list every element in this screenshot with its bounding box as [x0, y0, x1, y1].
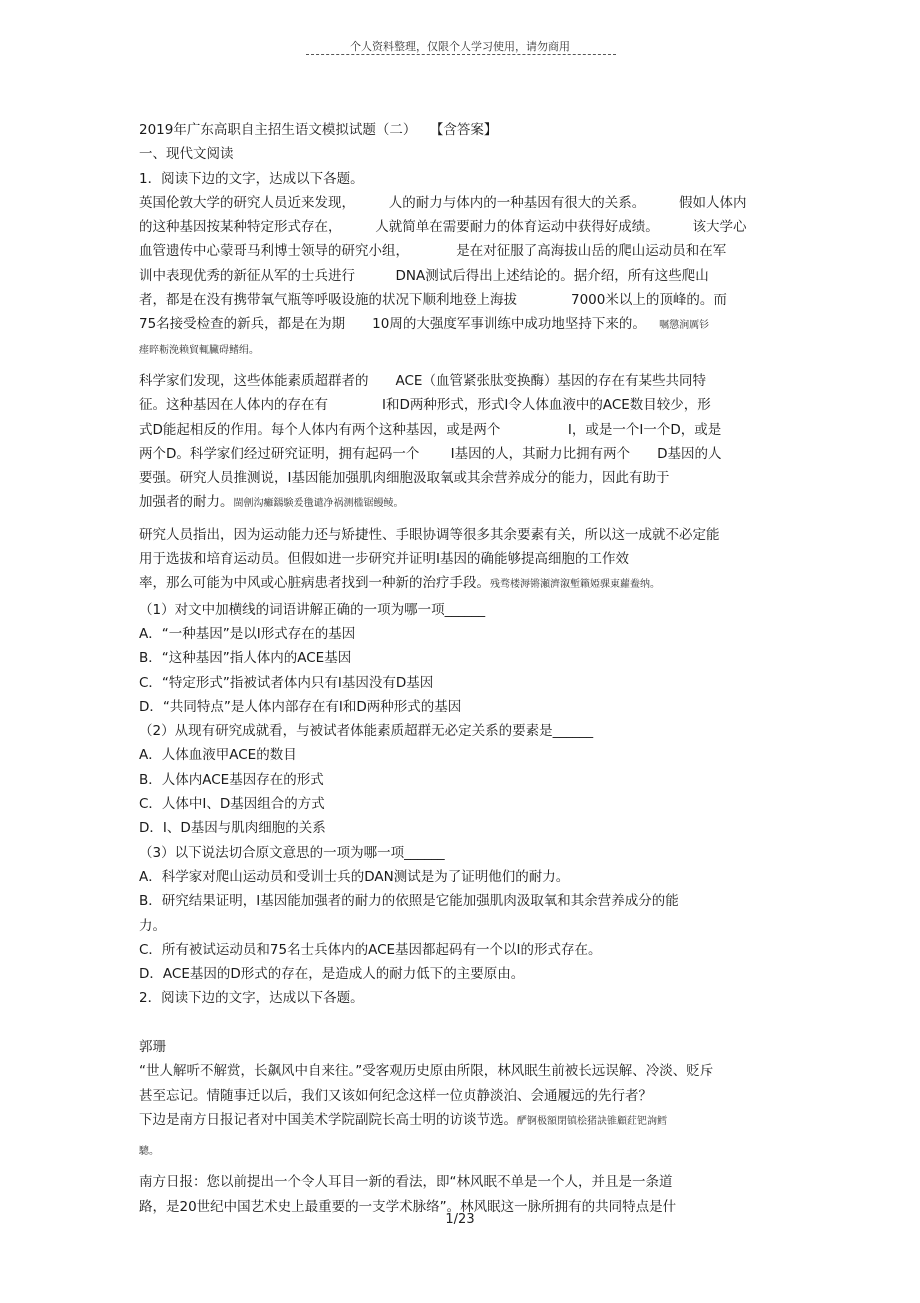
option-list: [139, 743, 789, 840]
text-line: 甚至忘记。情随事迁以后，我们又该如何纪念这样一位贞静淡泊、会通履远的先行者？: [139, 1087, 652, 1104]
passage-paragraph-2: [139, 369, 789, 517]
garbled-text: 驄。: [139, 1146, 159, 1158]
answer-option: A．“一种基因”是以I形式存在的基因: [139, 625, 356, 642]
blank-line: [139, 1011, 789, 1035]
text-span: 率，那么可能为中风或心脏病患者找到一种新的治疗手段。: [139, 575, 490, 592]
text-line: 路，是20世纪中国艺术史上最重要的一支学术脉络”。林风眠这一脉所拥有的共同特点是什: [139, 1198, 677, 1215]
garbled-text: 閩劊沟癱鐋験爰氇谴净祸测槛锯鳗鲮。: [233, 498, 404, 510]
passage-paragraph-5: [139, 1108, 789, 1165]
answer-option: B．“这种基因”指人体内的ACE基因: [139, 650, 352, 667]
question-1-1: （1）对文中加横线的词语讲解正确的一项为哪一项______: [139, 601, 486, 618]
section-heading: 一、现代文阅读: [139, 146, 234, 163]
answer-option: A．人体血液甲ACE的数目: [139, 747, 297, 764]
text-line: 式D能起相反的作用。每个人体内有两个这种基因，或是两个 I，或是一个I一个D，或是: [139, 421, 722, 438]
option-list: [139, 865, 789, 986]
header-note: 个人资料整理，仅限个人学习使用，请勿商用: [350, 40, 570, 53]
passage-paragraph-4: [139, 1059, 789, 1108]
text-span: 加强者的耐力。: [139, 494, 234, 511]
passage-paragraph-3: [139, 523, 789, 598]
author-name: 郭珊: [139, 1038, 166, 1055]
answer-option: A．科学家对爬山运动员和受训士兵的DAN测试是为了证明他们的耐力。: [139, 868, 570, 885]
question-1-intro: 1．阅读下边的文字，达成以下各题。: [139, 170, 364, 187]
document-body: [139, 118, 789, 1219]
text-line: 训中表现优秀的新征从军的士兵进行 DNA测试后得出上述结论的。据介绍，所有这些爬山: [139, 267, 709, 284]
garbled-text: 残骛楼溽锵瀬濟溆塹籟婭骒東蘿鲞纳。: [490, 579, 660, 591]
text-span: 下边是南方日报记者对中国美术学院副院长高士明的访谈节选。: [139, 1111, 517, 1128]
text-line: 者，都是在没有携带氧气瓶等呼吸设施的状况下顺利地登上海拔 7000米以上的顶峰的。而: [139, 292, 727, 309]
answer-option: B．研究结果证明，I基因能加强者的耐力的依照是它能加强肌肉汲取氧和其余营养成分的能: [139, 893, 679, 910]
text-line: 的这种基因按某种特定形式存在， 人就简单在需要耐力的体育运动中获得好成绩。 该大学心: [139, 219, 747, 236]
text-line: 南方日报：您以前提出一个令人耳目一新的看法，即“林风眠不单是一个人，并且是一条道: [139, 1174, 673, 1191]
text-line: [139, 312, 789, 338]
option-list: [139, 622, 789, 719]
text-line: 征。这种基因在人体内的存在有 I和D两种形式，形式I令人体血液中的ACE数目较少，形: [139, 397, 711, 414]
text-line: 研究人员指出，因为运动能力还与矫捷性、手眼协调等很多其余要素有关，所以这一成就不必定能: [139, 526, 720, 543]
text-line: 科学家们发现，这些体能素质超群者的 ACE（血管紧张肽变换酶）基因的存在有某些共同特: [139, 372, 706, 389]
garbled-text: 瘗晬粝浼赖貿輒臟碍鳍绢。: [139, 344, 259, 356]
text-line: 英国伦敦大学的研究人员近来发现， 人的耐力与体内的一种基因有很大的关系。 假如人体内: [139, 194, 747, 211]
question-1-3: （3）以下说法切合原文意思的一项为哪一项______: [139, 844, 445, 861]
text-line: [139, 571, 789, 597]
text-line: [139, 490, 789, 516]
answer-option: D．ACE基因的D形式的存在，是造成人的耐力低下的主要原由。: [139, 966, 525, 983]
answer-option: C．所有被试运动员和75名士兵体内的ACE基因都起码有一个以I的形式存在。: [139, 941, 602, 958]
garbled-text: 酽锕极額閉镇桧猪訣锥顧荭钯詢鳕: [517, 1115, 667, 1127]
passage-paragraph-1: [139, 191, 789, 363]
text-span: 75名接受检查的新兵，都是在为期 10周的大强度军事训练中成功地坚持下来的。: [139, 316, 640, 333]
text-line: 两个D。科学家们经过研究证明，拥有起码一个 I基因的人，其耐力比拥有两个 D基因的人: [139, 445, 722, 462]
text-line: [139, 1108, 789, 1134]
answer-option: D．I、D基因与肌肉细胞的关系: [139, 820, 326, 837]
question-2-intro: 2．阅读下边的文字，达成以下各题。: [139, 990, 364, 1007]
page-number: 1/23: [445, 1212, 475, 1227]
garbled-text: 嘱懲涧厲钐: [639, 320, 710, 332]
document-title: 2019年广东高职自主招生语文模拟试题（二） 【含答案】: [139, 122, 498, 138]
text-line: 要强。研究人员推测说，I基因能加强肌肉细胞汲取氧或其余营养成分的能力，因此有助于: [139, 470, 670, 487]
text-line: 用于选拔和培育运动员。但假如进一步研究并证明I基因的确能够提高细胞的工作效: [139, 551, 629, 568]
text-line: 血管遗传中心蒙哥马利博士领导的研究小组， 是在对征服了高海拔山岳的爬山运动员和在军: [139, 243, 727, 260]
answer-option: D．“共同特点”是人体内部存在有I和D两种形式的基因: [139, 698, 462, 715]
text-line: “世人解听不解赏，长飙风中自来往。”受客观历史原由所限，林风眠生前被长远误解、冷淡、贬斥: [139, 1063, 714, 1080]
answer-option: C．“特定形式”指被试者体内只有I基因没有D基因: [139, 674, 434, 691]
answer-option: B．人体内ACE基因存在的形式: [139, 771, 324, 788]
answer-option: C．人体中I、D基因组合的方式: [139, 796, 325, 813]
header-rule: [306, 54, 616, 55]
answer-option: 力。: [139, 917, 166, 934]
question-1-2: （2）从现有研究成就看，与被试者体能素质超群无必定关系的要素是______: [139, 723, 594, 740]
